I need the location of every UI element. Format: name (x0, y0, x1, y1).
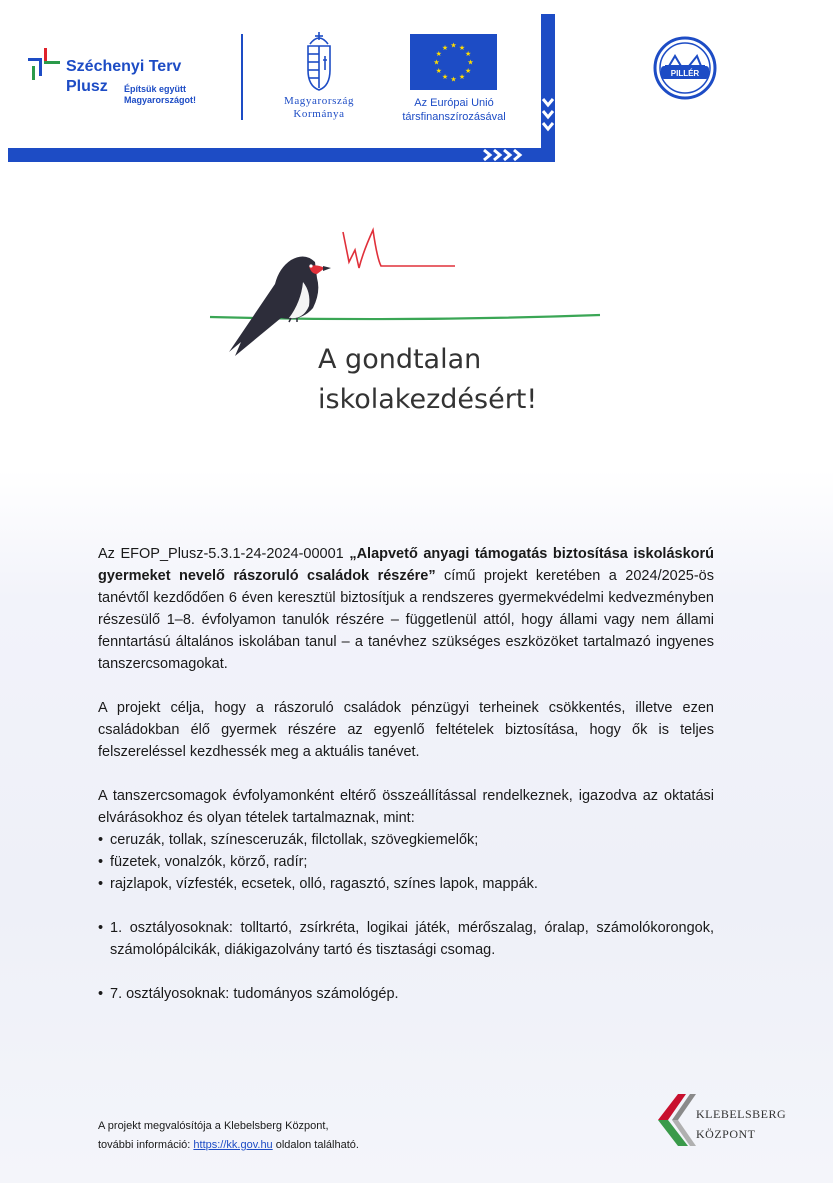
chevrons-right-icon (482, 148, 526, 162)
eu-flag-icon (410, 34, 497, 90)
szechenyi-title: Széchenyi Terv (66, 58, 182, 75)
footer-info (98, 1117, 359, 1155)
footer-suffix: oldalon található. (272, 1139, 359, 1151)
grade-7-item: • 7. osztályosoknak: tudományos számológép. (98, 983, 714, 1005)
grade-7-list (98, 983, 714, 1005)
eu-star: ★ (435, 50, 442, 58)
intro-paragraph (98, 543, 714, 675)
body-content (98, 543, 714, 1005)
slogan-line-2: iskolakezdésért! (318, 384, 538, 415)
hungarian-crest-icon (300, 30, 338, 94)
slogan (318, 340, 537, 420)
szechenyi-cross-logo (22, 42, 66, 86)
project-title: „Alapvető anyagi támogatás biztosítása iskoláskorú gyermeket nevelő rászoruló családok részére” (98, 546, 715, 584)
eu-label (394, 96, 514, 124)
tagline-line-2: Magyarországot! (124, 95, 197, 105)
kk-website-link[interactable]: https://kk.gov.hu (193, 1139, 273, 1151)
eu-star: ★ (450, 75, 457, 84)
eu-star: ★ (458, 43, 466, 52)
header-divider (241, 34, 243, 120)
goal-paragraph: A projekt célja, hogy a rászoruló családok pénzügyi terheinek csökkentés, illetve ezen családokban élő gyermek részére az egyenlő feltételek biztosítása, hogy ők is teljes felszereléssel kezdhessék meg a aktuális tanévet. (98, 700, 714, 760)
item-list (98, 829, 714, 895)
project-code: Az EFOP_Plusz-5.3.1-24-2024-00001 (98, 546, 350, 562)
klebelsberg-logo-icon (650, 1088, 702, 1154)
szechenyi-tagline (124, 84, 196, 106)
eu-star: ★ (433, 58, 440, 67)
gov-line-1: Magyarország (283, 95, 355, 107)
eu-line-1: Az Európai Unió (414, 97, 494, 109)
header-banner (0, 0, 833, 170)
eu-star: ★ (465, 67, 472, 75)
footer-line-1: A projekt megvalósítója a Klebelsberg Központ, (98, 1120, 329, 1132)
piller-text: PILLÉR (670, 69, 700, 78)
klebelsberg-wordmark (696, 1104, 786, 1144)
banner-right-bar (541, 14, 555, 162)
government-label (264, 95, 374, 121)
eu-star: ★ (467, 58, 474, 67)
footer-line-2 (98, 1136, 359, 1155)
eu-star: ★ (441, 73, 449, 82)
banner-bottom-bar (8, 148, 554, 162)
list-item: • ceruzák, tollak, színesceruzák, filctollak, szövegkiemelők; (98, 829, 714, 851)
footer-prefix: további információ: (98, 1139, 194, 1151)
contents-paragraph: A tanszercsomagok évfolyamonként eltérő összeállítással rendelkeznek, igazodva az oktatási elvárásokhoz és olyan tételek tartalmaznak, mint: (98, 788, 714, 826)
kk-line-2: KÖZPONT (696, 1127, 756, 1141)
eu-star: ★ (441, 43, 449, 52)
kk-line-1: KLEBELSBERG (696, 1107, 787, 1121)
szechenyi-plusz: Plusz (66, 78, 108, 95)
eu-star: ★ (450, 41, 457, 50)
eu-star: ★ (435, 67, 442, 75)
eu-line-2: társfinanszírozásával (402, 111, 506, 123)
grade-1-list (98, 917, 714, 961)
chevrons-down-icon (541, 95, 555, 137)
grade-1-item: • 1. osztályosoknak: tolltartó, zsírkréta, logikai játék, mérőszalag, óralap, számolókorongok, számolópálcikák, diákigazolvány tartó és tisztasági csomag. (98, 917, 714, 961)
list-item: • füzetek, vonalzók, körző, radír; (98, 851, 714, 873)
eu-star: ★ (458, 73, 466, 82)
tagline-line-1: Építsük együtt (124, 84, 187, 94)
slogan-line-1: A gondtalan (318, 344, 482, 375)
eu-star: ★ (465, 50, 472, 58)
piller-logo (653, 36, 717, 100)
list-item: • rajzlapok, vízfesték, ecsetek, olló, ragasztó, színes lapok, mappák. (98, 873, 714, 895)
gov-line-2: Kormánya (293, 108, 345, 120)
intro-text: című projekt keretében a 2024/2025-ös tanévtől kezdődően 6 éven keresztül biztosítjuk a rendszeres gyermekvédelmi kedvezményben részesülő 1–8. évfolyamon tanulók részére – függetlenül attól, hogy állami vagy nem állami fenntartású általános iskolában tanul – a tanévhez szükséges eszközöket tartalmazó ingyenes tanszercsomagokat. (98, 568, 714, 672)
